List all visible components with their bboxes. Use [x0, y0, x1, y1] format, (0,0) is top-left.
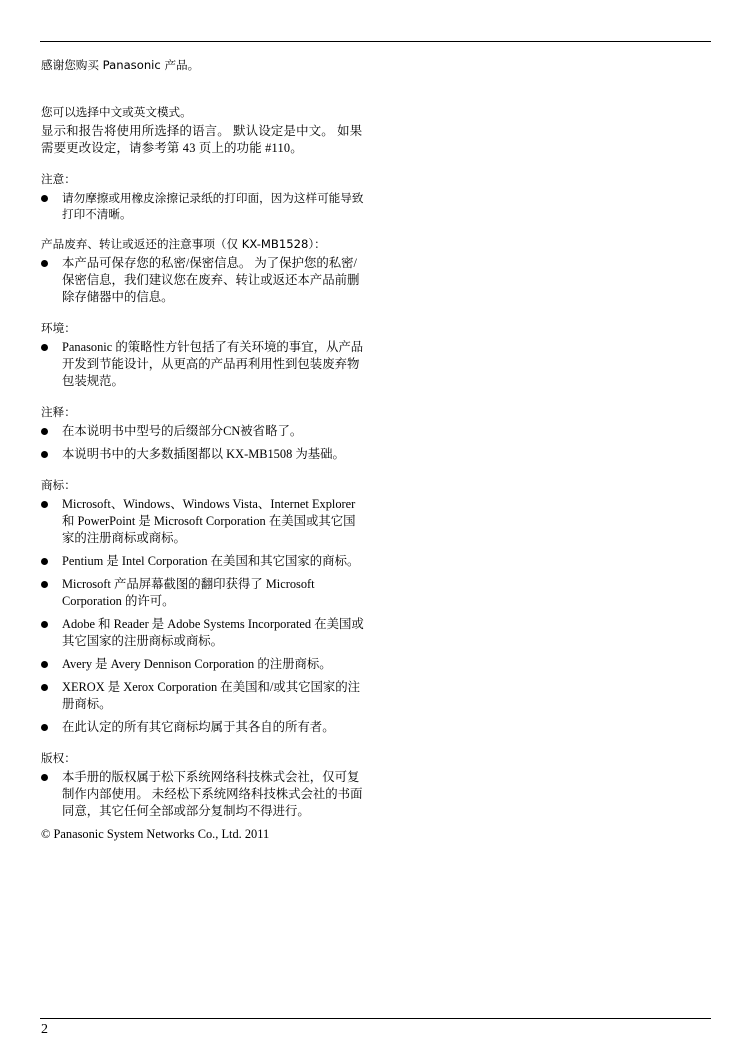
- bullet-icon: [41, 558, 48, 565]
- disposal-item-text: 本产品可保存您的私密/保密信息。 为了保护您的私密/保密信息，我们建议您在废弃、转让或返还本产品前删除存储器中的信息。: [62, 256, 360, 304]
- copyright-list: [41, 769, 366, 820]
- footer-rule: [40, 1018, 711, 1019]
- list-item: [41, 656, 366, 673]
- bullet-icon: [41, 501, 48, 508]
- notes-item-text: 在本说明书中型号的后缀部分CN被省略了。: [62, 424, 303, 438]
- page-content: [41, 50, 366, 843]
- list-item: [41, 496, 366, 547]
- list-item: [41, 616, 366, 650]
- trademarks-list: [41, 496, 366, 736]
- bullet-icon: [41, 428, 48, 435]
- trademarks-item-text: Microsoft 产品屏幕截图的翻印获得了 Microsoft Corporation 的许可。: [62, 577, 315, 608]
- list-item: [41, 190, 366, 222]
- list-item: [41, 719, 366, 736]
- intro-text: 感谢您购买 Panasonic 产品。: [41, 58, 200, 72]
- list-item: [41, 423, 366, 440]
- list-item: [41, 255, 366, 306]
- bullet-icon: [41, 621, 48, 628]
- bullet-icon: [41, 195, 48, 202]
- page-number: 2: [41, 1022, 48, 1037]
- copyright-line: © Panasonic System Networks Co., Ltd. 2011: [41, 827, 270, 841]
- bullet-icon: [41, 661, 48, 668]
- disposal-list: [41, 255, 366, 306]
- copyright-title: 版权：: [41, 751, 76, 765]
- environment-title: 环境：: [41, 321, 76, 335]
- bullet-icon: [41, 451, 48, 458]
- language-title: 您可以选择中文或英文模式。: [41, 105, 192, 119]
- trademarks-item-text: Adobe 和 Reader 是 Adobe Systems Incorporated 在美国或其它国家的注册商标或商标。: [62, 617, 364, 648]
- bullet-icon: [41, 684, 48, 691]
- trademarks-title: 商标：: [41, 478, 76, 492]
- header-rule: [40, 41, 711, 42]
- trademarks-item-text: Pentium 是 Intel Corporation 在美国和其它国家的商标。: [62, 554, 360, 568]
- notes-list: [41, 423, 366, 463]
- caution-list: [41, 190, 366, 222]
- list-item: [41, 576, 366, 610]
- list-item: [41, 553, 366, 570]
- language-body: 显示和报告将使用所选择的语言。 默认设定是中文。 如果需要更改设定，请参考第 43 页上的功能 #110。: [41, 124, 363, 155]
- bullet-icon: [41, 724, 48, 731]
- list-item: [41, 339, 366, 390]
- trademarks-item-text: Avery 是 Avery Dennison Corporation 的注册商标。: [62, 657, 332, 671]
- list-item: [41, 769, 366, 820]
- trademarks-item-text: XEROX 是 Xerox Corporation 在美国和/或其它国家的注册商标。: [62, 680, 361, 711]
- copyright-item-text: 本手册的版权属于松下系统网络科技株式会社，仅可复制作内部使用。 未经松下系统网络科技株式会社的书面同意，其它任何全部或部分复制均不得进行。: [62, 770, 363, 818]
- caution-title: 注意：: [41, 172, 76, 186]
- environment-item-text: Panasonic 的策略性方针包括了有关环境的事宜，从产品开发到节能设计，从更高的产品再利用性到包装废弃物包装规范。: [62, 340, 364, 388]
- caution-item-text: 请勿摩擦或用橡皮涂擦记录纸的打印面，因为这样可能导致打印不清晰。: [62, 191, 364, 221]
- bullet-icon: [41, 260, 48, 267]
- environment-list: [41, 339, 366, 390]
- bullet-icon: [41, 774, 48, 781]
- list-item: [41, 679, 366, 713]
- trademarks-item-text: Microsoft、Windows、Windows Vista、Internet Explorer 和 PowerPoint 是 Microsoft Corporation 在美国或其它国家的注册商标或商标。: [62, 497, 356, 545]
- list-item: [41, 446, 366, 463]
- trademarks-item-text: 在此认定的所有其它商标均属于其各自的所有者。: [62, 720, 335, 734]
- bullet-icon: [41, 581, 48, 588]
- notes-item-text: 本说明书中的大多数插图都以 KX-MB1508 为基础。: [62, 447, 345, 461]
- disposal-title: 产品废弃、转让或返还的注意事项（仅 KX-MB1528）：: [41, 237, 326, 251]
- notes-title: 注释：: [41, 405, 76, 419]
- bullet-icon: [41, 344, 48, 351]
